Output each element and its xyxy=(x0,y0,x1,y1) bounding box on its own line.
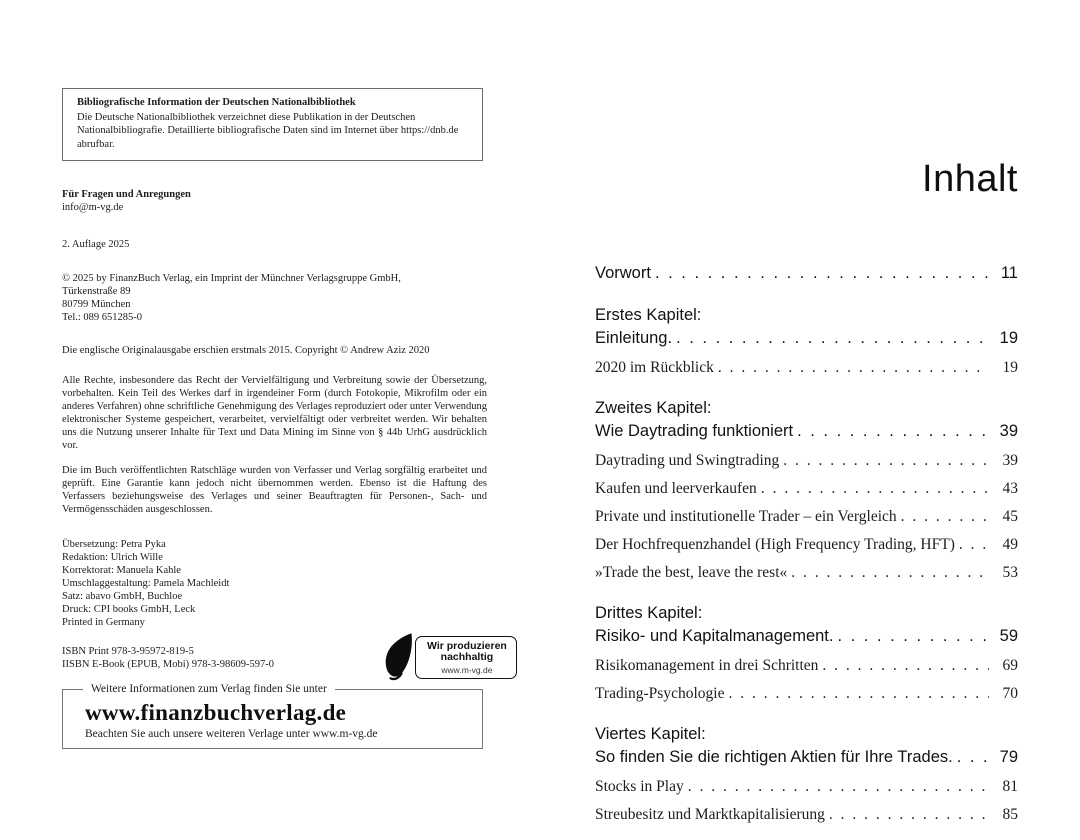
toc-page-number: 85 xyxy=(1002,806,1018,823)
eco-badge-url: www.m-vg.de xyxy=(441,664,493,675)
page-title: Inhalt xyxy=(922,158,1018,200)
toc-entry xyxy=(595,397,1018,443)
toc-chapter-kicker: Zweites Kapitel: xyxy=(595,399,712,417)
toc-page-number: 19 xyxy=(999,329,1018,347)
toc-entry-label: Trading-Psychologie xyxy=(595,685,725,702)
toc-entry-label: Kaufen und leerverkaufen xyxy=(595,480,757,497)
toc-entry xyxy=(595,262,1018,285)
toc-entry-label: Streubesitz und Marktkapitalisierung xyxy=(595,806,825,823)
toc-list xyxy=(595,243,1018,825)
toc-page-number: 79 xyxy=(999,748,1018,766)
toc-dot-leader xyxy=(957,746,989,769)
toc-dot-leader xyxy=(761,478,989,499)
toc-entry xyxy=(595,723,1018,769)
toc-entry-line xyxy=(595,506,1018,527)
bib-box-body: Die Deutsche Nationalbibliothek verzeichnet diese Publikation in der Deutschen Nationalbibliografie. Detaillierte bibliografische Daten sind im Internet über https://dnb.de abrufbar. xyxy=(77,111,459,150)
toc-page-number: 19 xyxy=(1002,359,1018,376)
toc-entry-label: 2020 im Rückblick xyxy=(595,359,714,376)
toc-entry-label: Daytrading und Swingtrading xyxy=(595,452,780,469)
credit-line: Korrektorat: Manuela Kahle xyxy=(62,565,181,576)
contact-email: info@m-vg.de xyxy=(62,202,124,213)
toc-chapter-kicker: Viertes Kapitel: xyxy=(595,725,706,743)
toc-dot-leader xyxy=(688,776,989,797)
imprint-page xyxy=(62,0,507,840)
toc-entry xyxy=(595,357,1018,378)
toc-entry xyxy=(595,478,1018,499)
toc-entry-line xyxy=(595,804,1018,825)
toc-entry xyxy=(595,562,1018,583)
leaf-icon xyxy=(382,632,420,682)
isbn-line: IISBN E-Book (EPUB, Mobi) 978-3-98609-597-0 xyxy=(62,659,275,670)
publisher-address-line: 80799 München xyxy=(62,299,131,310)
toc-entry-line xyxy=(595,562,1018,583)
toc-entry-label: Stocks in Play xyxy=(595,778,684,795)
toc-entry-line xyxy=(595,262,1018,285)
toc-dot-leader xyxy=(959,534,989,555)
toc-dot-leader xyxy=(901,506,989,527)
toc-page-number: 59 xyxy=(999,627,1018,645)
publisher-address-line: © 2025 by FinanzBuch Verlag, ein Imprint der Münchner Verlagsgruppe GmbH, xyxy=(62,273,401,284)
toc-dot-leader xyxy=(676,327,989,350)
toc-page-number: 39 xyxy=(1002,452,1018,469)
contact-heading: Für Fragen und Anregungen xyxy=(62,189,191,200)
toc-entry xyxy=(595,683,1018,704)
toc-entry-label: Wie Daytrading funktioniert xyxy=(595,422,794,440)
toc-entry-label: »Trade the best, leave the rest« xyxy=(595,564,788,581)
toc-entry-line xyxy=(595,776,1018,797)
original-edition-note: Die englische Originalausgabe erschien erstmals 2015. Copyright © Andrew Aziz 2020 xyxy=(62,345,430,356)
toc-page-number: 43 xyxy=(1002,480,1018,497)
toc-dot-leader xyxy=(728,683,989,704)
publisher-website-box xyxy=(62,683,483,749)
eco-badge xyxy=(382,630,558,684)
toc-page-number: 70 xyxy=(1002,685,1018,702)
toc-dot-leader xyxy=(783,450,989,471)
toc-entry-line xyxy=(595,683,1018,704)
edition-note: 2. Auflage 2025 xyxy=(62,239,130,250)
bib-box-title: Bibliografische Information der Deutschen Nationalbibliothek xyxy=(77,97,356,108)
toc-page-number: 81 xyxy=(1002,778,1018,795)
toc-entry-label: Risikomanagement in drei Schritten xyxy=(595,657,819,674)
credit-line: Printed in Germany xyxy=(62,617,145,628)
production-credits-block xyxy=(62,538,487,629)
toc-entry-line xyxy=(595,327,1018,350)
toc-chapter-kicker: Drittes Kapitel: xyxy=(595,604,703,622)
toc-entry-label: Einleitung. xyxy=(595,329,673,347)
toc-entry-line xyxy=(595,478,1018,499)
credit-line: Redaktion: Ulrich Wille xyxy=(62,552,163,563)
credit-line: Übersetzung: Petra Pyka xyxy=(62,539,166,550)
publisher-address-line: Tel.: 089 651285-0 xyxy=(62,312,143,323)
toc-page-number: 11 xyxy=(1000,264,1018,282)
eco-badge-label xyxy=(415,636,517,679)
isbn-line: ISBN Print 978-3-95972-819-5 xyxy=(62,646,194,657)
toc-entry xyxy=(595,450,1018,471)
toc-page-number: 39 xyxy=(999,422,1018,440)
toc-entry xyxy=(595,506,1018,527)
toc-entry xyxy=(595,602,1018,648)
toc-entry-line xyxy=(595,655,1018,676)
toc-page xyxy=(595,0,1018,840)
toc-entry-label: Vorwort xyxy=(595,264,651,282)
toc-entry-line xyxy=(595,420,1018,443)
rights-notice: Alle Rechte, insbesondere das Recht der Vervielfältigung und Verbreitung sowie der Übersetzung, vorbehalten. Kein Teil des Werkes darf in irgendeiner Form (durch Fotokopie, Mikrofilm oder ein anderes Verfahren) ohne schriftliche Genehmigung des Verlages reproduziert oder unter Verwendung elektronischer Systeme gespeichert, verarbeitet, vervielfältigt oder verbreitet werden. Wir behalten uns die Nutzung unserer Inhalte für Text und Data Mining im Sinne von § 44b UrhG ausdrücklich vor. xyxy=(62,375,487,451)
credit-line: Druck: CPI books GmbH, Leck xyxy=(62,604,196,615)
toc-dot-leader xyxy=(718,357,989,378)
toc-entry-line xyxy=(595,450,1018,471)
eco-badge-line1: Wir produzieren xyxy=(427,639,507,652)
toc-dot-leader xyxy=(829,804,989,825)
toc-entry-label: Risiko- und Kapitalmanagement. xyxy=(595,627,834,645)
toc-chapter-kicker: Erstes Kapitel: xyxy=(595,306,702,324)
contact-block xyxy=(62,188,487,214)
toc-entry-line xyxy=(595,534,1018,555)
toc-page-number: 53 xyxy=(1002,564,1018,581)
toc-entry-line xyxy=(595,357,1018,378)
toc-page-number: 49 xyxy=(1002,536,1018,553)
toc-dot-leader xyxy=(797,420,989,443)
toc-entry xyxy=(595,655,1018,676)
toc-entry xyxy=(595,534,1018,555)
toc-dot-leader xyxy=(655,262,989,285)
bibliographic-info-box xyxy=(62,88,483,161)
toc-entry xyxy=(595,776,1018,797)
credit-line: Satz: abavo GmbH, Buchloe xyxy=(62,591,183,602)
toc-entry-line xyxy=(595,625,1018,648)
publisher-website-note: Beachten Sie auch unsere weiteren Verlage unter www.m-vg.de xyxy=(85,728,378,740)
publisher-website-heading: Weitere Informationen zum Verlag finden Sie unter xyxy=(83,682,335,697)
toc-entry-label: Private und institutionelle Trader – ein Vergleich xyxy=(595,508,897,525)
publisher-website-url: www.finanzbuchverlag.de xyxy=(85,700,347,725)
toc-dot-leader xyxy=(791,562,989,583)
liability-disclaimer: Die im Buch veröffentlichten Ratschläge wurden von Verfasser und Verlag sorgfältig erarbeitet und geprüft. Eine Garantie kann jedoch nicht übernommen werden. Ebenso ist die Haftung des Verfassers beziehungsweise des Verlages und seiner Beauftragten für Personen-, Sach- und Vermögensschäden ausgeschlossen. xyxy=(62,465,487,515)
toc-page-number: 45 xyxy=(1002,508,1018,525)
toc-entry xyxy=(595,804,1018,825)
publisher-address-block xyxy=(62,272,487,324)
toc-entry-label: So finden Sie die richtigen Aktien für Ihre Trades. xyxy=(595,748,953,766)
publisher-address-line: Türkenstraße 89 xyxy=(62,286,131,297)
toc-entry-line xyxy=(595,746,1018,769)
credit-line: Umschlaggestaltung: Pamela Machleidt xyxy=(62,578,230,589)
toc-dot-leader xyxy=(837,625,989,648)
toc-page-number: 69 xyxy=(1002,657,1018,674)
toc-entry xyxy=(595,304,1018,350)
toc-dot-leader xyxy=(822,655,989,676)
toc-entry-label: Der Hochfrequenzhandel (High Frequency Trading, HFT) xyxy=(595,536,955,553)
eco-badge-line2: nachhaltig xyxy=(440,651,494,663)
